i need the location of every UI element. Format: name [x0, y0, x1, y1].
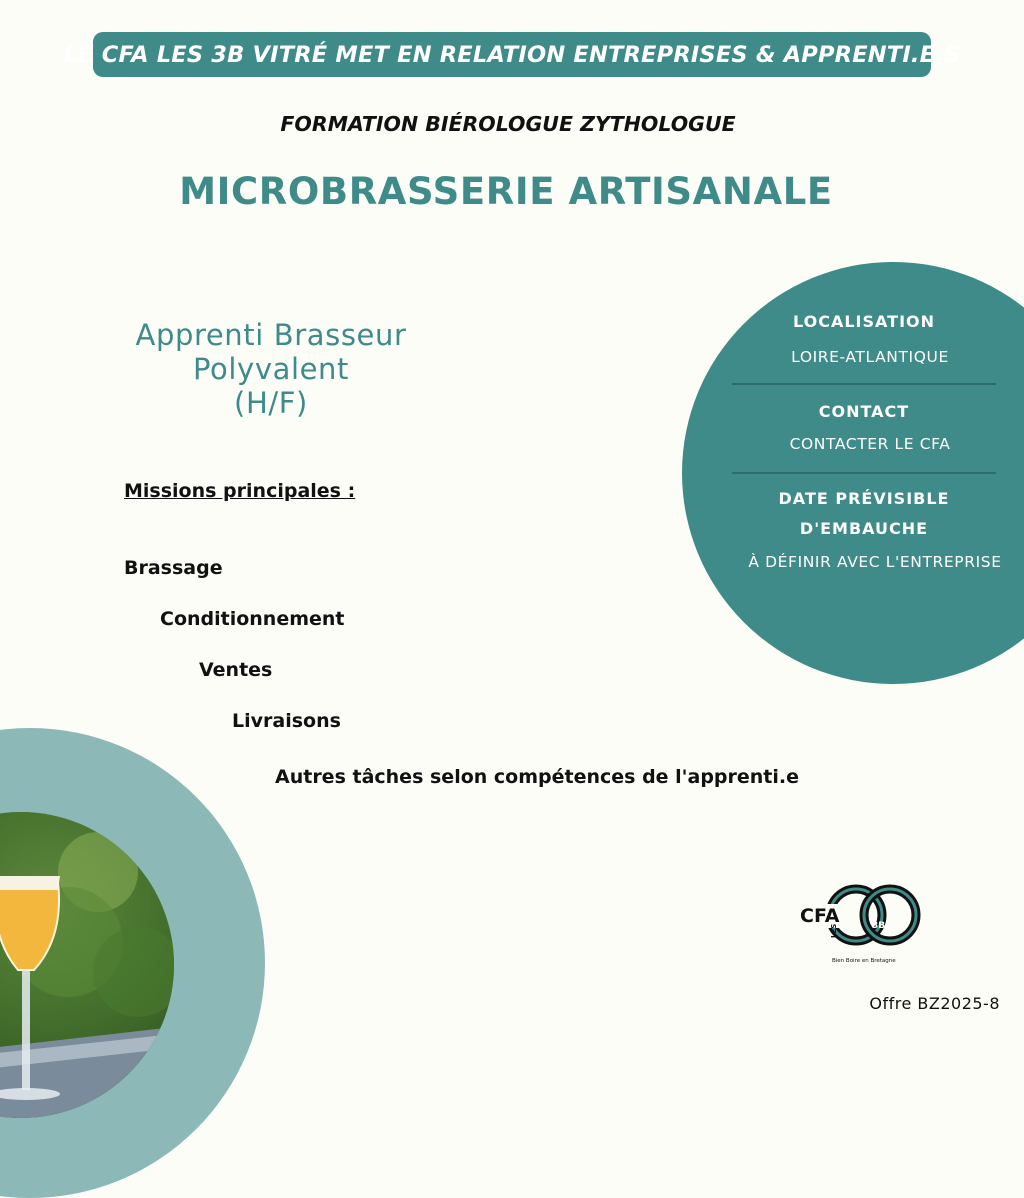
- logo-cfa-text: CFA: [800, 905, 840, 927]
- offer-reference: Offre BZ2025-8: [869, 994, 1000, 1013]
- mission-item-livraisons: Livraisons: [232, 710, 341, 732]
- cfa-les-3b-logo: [796, 880, 926, 970]
- missions-title: Missions principales :: [124, 480, 356, 502]
- contact-label: CONTACT: [818, 402, 910, 421]
- job-title-line-1: Apprenti Brasseur: [135, 318, 407, 352]
- mission-item-ventes: Ventes: [199, 659, 273, 681]
- beer-glass-icon: [0, 812, 174, 1118]
- formation-title: FORMATION BIÉROLOGUE ZYTHOLOGUE: [280, 112, 736, 136]
- cfa-logo-icon: [796, 880, 926, 970]
- job-title: [96, 318, 446, 420]
- localisation-label: LOCALISATION: [792, 312, 936, 331]
- job-title-line-3: (H/F): [234, 386, 308, 420]
- mission-item-conditionnement: Conditionnement: [160, 608, 345, 630]
- date-value: À DÉFINIR AVEC L'ENTREPRISE: [748, 553, 1002, 571]
- company-title: MICROBRASSERIE ARTISANALE: [179, 170, 833, 213]
- localisation-value: LOIRE-ATLANTIQUE: [791, 348, 949, 366]
- job-title-line-2: Polyvalent: [193, 352, 349, 386]
- contact-value: CONTACTER LE CFA: [789, 435, 951, 453]
- logo-tagline: Bien Boire en Bretagne: [832, 958, 896, 964]
- date-label-line-1: DATE PRÉVISIBLE: [778, 489, 950, 508]
- mission-item-brassage: Brassage: [124, 557, 223, 579]
- date-label: [682, 484, 1024, 544]
- logo-number-text: 3B: [872, 921, 886, 931]
- banner-text: LE CFA LES 3B VITRÉ MET EN RELATION ENTREPRISES & APPRENTI.E.S: [63, 41, 961, 68]
- info-divider: [732, 472, 996, 474]
- mission-item-autres: Autres tâches selon compétences de l'apprenti.e: [275, 766, 800, 788]
- info-divider: [732, 383, 996, 385]
- beer-glass-photo: [0, 812, 174, 1118]
- date-label-line-2: D'EMBAUCHE: [799, 519, 929, 538]
- logo-les-text: LES: [830, 923, 838, 938]
- top-banner: [63, 32, 961, 77]
